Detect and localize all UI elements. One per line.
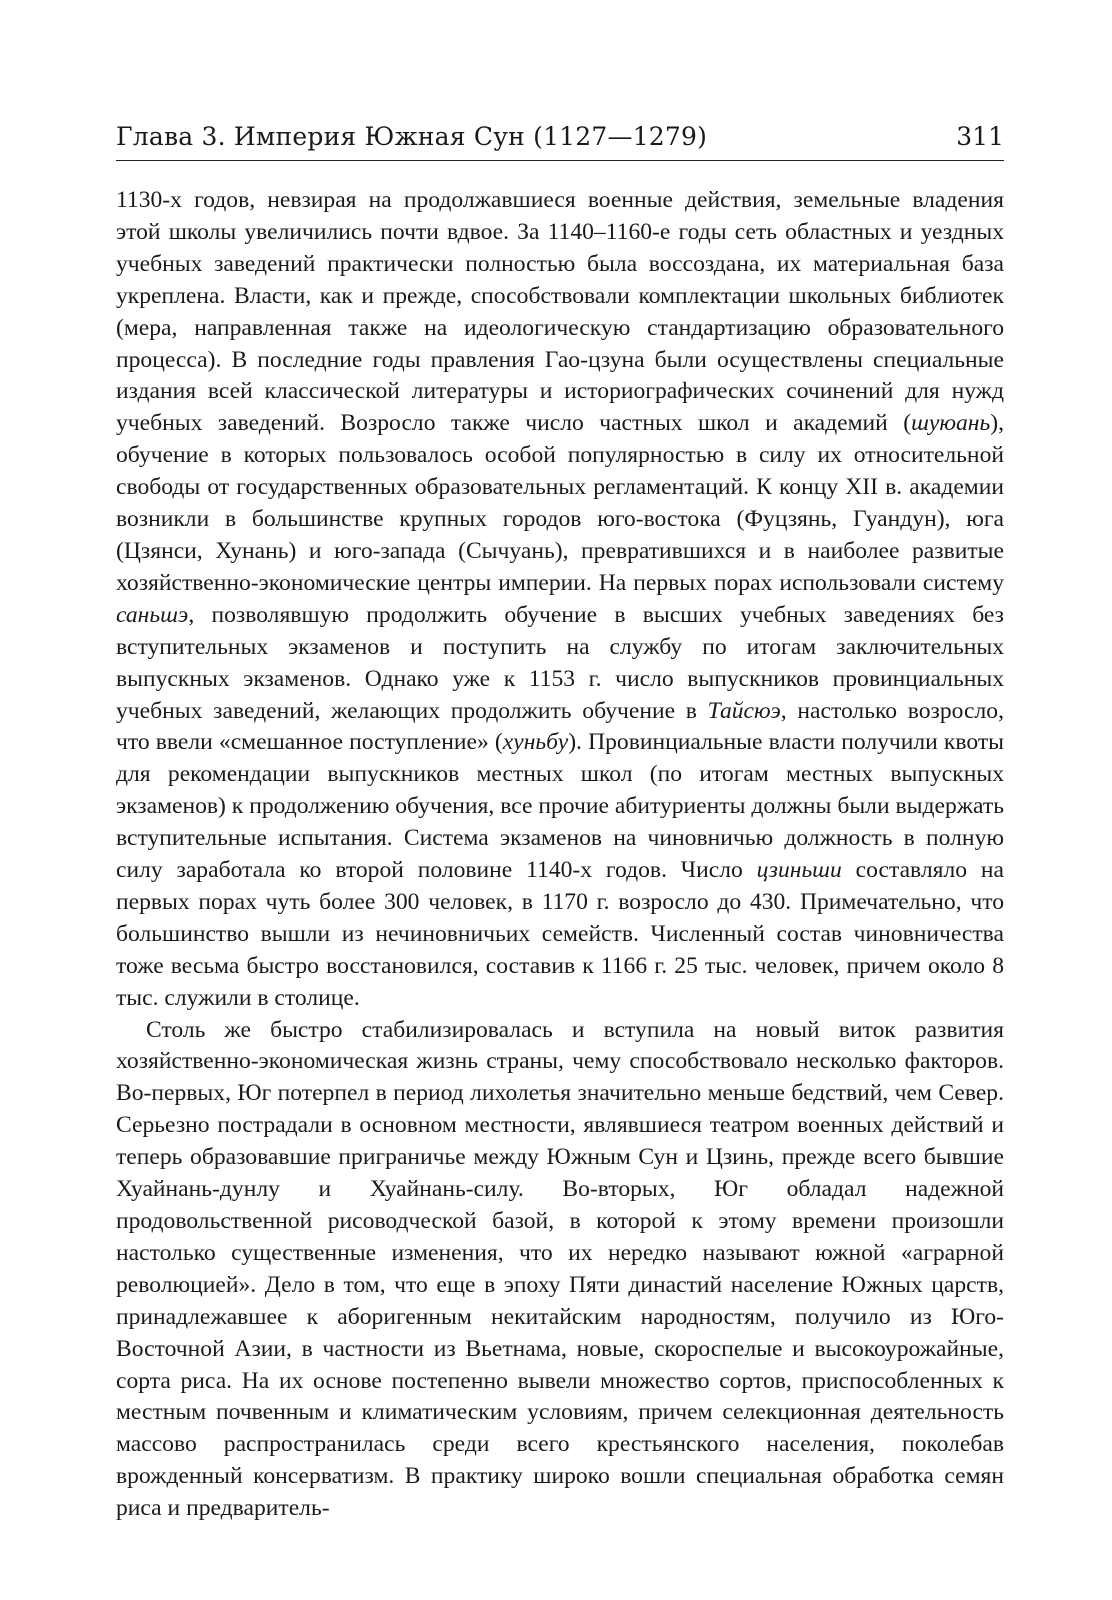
text-run: составляло на первых порах чуть более 300 человек, в 1170 г. возросло до 430. Примечательно, что большинство вышли из нечиновничьих семейств. Численный состав чиновничества тоже весьма быстро восстановился, составив к 1166 г. 25 тыс. человек, причем около 8 тыс. служили в столице. <box>116 857 1004 1011</box>
text-run: ), обучение в которых пользовалось особой популярностью в силу их относительной свободы от государственных образовательных регламентаций. К концу XII в. академии возникли в большинстве крупных городов юго-востока (Фуцзянь, Гуандун), юга (Цзянси, Хунань) и юго-запада (Сычуань), превратившихся и в наиболее развитые хозяйственно-экономические центры империи. На первых порах использовали систему <box>116 410 1004 596</box>
book-page <box>116 118 1004 1525</box>
italic-term: хуньбу <box>502 729 569 756</box>
paragraph <box>116 185 1004 1015</box>
text-run: Столь же быстро стабилизировалась и вступила на новый виток развития хозяйственно-экономическая жизнь страны, чему способствовало несколько факторов. Во-первых, Юг потерпел в период лихолетья значительно меньше бедствий, чем Север. Серьезно пострадали в основном местности, являвшиеся театром военных действий и теперь образовавшие приграничье между Южным Сун и Цзинь, прежде всего бывшие Хуайнань-дунлу и Хуайнань-силу. Во-вторых, Юг обладал надежной продовольственной рисоводческой базой, в которой к этому времени произошли настолько существенные изменения, что их нередко называют южной «аграрной революцией». Дело в том, что еще в эпоху Пяти династий население Южных царств, принадлежавшее к аборигенным некитайским народностям, получило из Юго-Восточной Азии, в частности из Вьетнама, новые, скороспелые и высокоурожайные, сорта риса. На их основе постепенно вывели множество сортов, приспособленных к местным почвенным и климатическим условиям, причем селекционная деятельность массово распространилась среди всего крестьянского населения, поколебав врожденный консерватизм. В практику широко вошли специальная обработка семян риса и предваритель- <box>116 1016 1004 1522</box>
page-number: 311 <box>956 122 1004 151</box>
body-text <box>116 185 1004 1525</box>
italic-term: Тайсюэ <box>707 697 781 724</box>
text-run: 1130-х годов, невзирая на продолжавшиеся военные действия, земельные владения этой школы увеличились почти вдвое. За 1140–1160-е годы сеть областных и уездных учебных заведений практически полностью была воссоздана, их материальная база укреплена. Власти, как и прежде, способствовали комплектации школьных библиотек (мера, направленная также на идеологическую стандартизацию образовательного процесса). В последние годы правления Гао-цзуна были осуществлены специальные издания всей классической литературы и историографических сочинений для нужд учебных заведений. Возросло также число частных школ и академий ( <box>116 187 1004 437</box>
text-run: , настолько возросло, что ввели «смешанное поступление» ( <box>116 697 1004 756</box>
italic-term: цзиньши <box>756 857 842 884</box>
chapter-title: Глава 3. Империя Южная Сун (1127—1279) <box>116 122 708 151</box>
italic-term: саньшэ <box>116 601 189 628</box>
paragraph <box>116 1015 1004 1526</box>
text-run: , позволявшую продолжить обучение в высших учебных заведениях без вступительных экзаменов и поступить на службу по итогам заключительных выпускных экзаменов. Однако уже к 1153 г. число выпускников провинциальных учебных заведений, желающих продолжить обучение в <box>116 601 1004 724</box>
running-head <box>116 118 1004 161</box>
text-run: ). Провинциальные власти получили квоты для рекомендации выпускников местных школ (по итогам местных выпускных экзаменов) к продолжению обучения, все прочие абитуриенты должны были выдержать вступительные испытания. Система экзаменов на чиновничью должность в полную силу заработала ко второй половине 1140-х годов. Число <box>116 729 1004 884</box>
italic-term: шуюань <box>911 410 991 437</box>
